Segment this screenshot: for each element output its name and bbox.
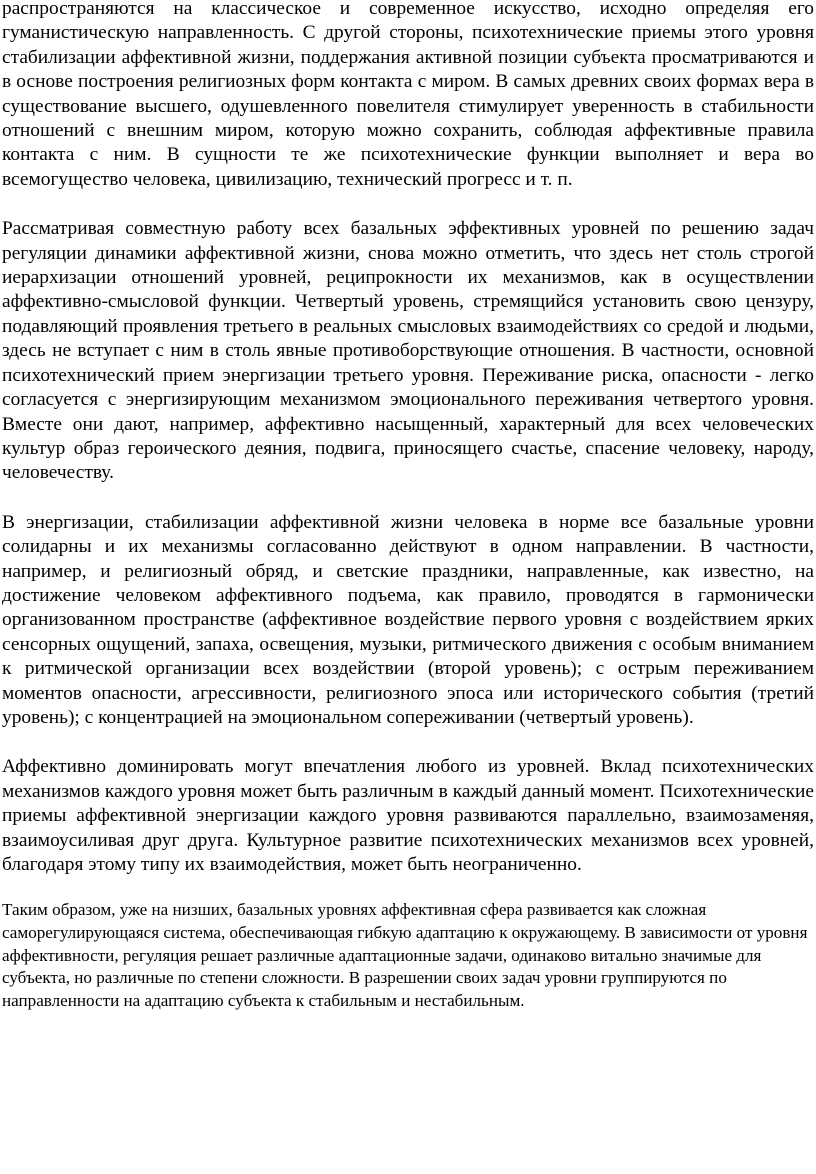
paragraph-4: Аффективно доминировать могут впечатления любого из уровней. Вклад психотехнических механизмов каждого уровня может быть различным в каждый данный момент. Психотехнические приемы аффективной энергизации каждого уровня развиваются параллельно, взаимозаменяя, взаимоусиливая друг друга. Культурное развитие психотехнических механизмов всех уровней, благодаря этому типу их взаимодействия, может быть неограниченно. [2,756,814,875]
paragraph-3: В энергизации, стабилизации аффективной жизни человека в норме все базальные уровни солидарны и их механизмы согласованно действуют в одном направлении. В частности, например, и религиозный обряд, и светские праздники, направленные, как известно, на достижение человеком аффективного подъема, как правило, проводятся в гармонически организованном пространстве (аффективное воздействие первого уровня с воздействием ярких сенсорных ощущений, запаха, освещения, музыки, ритмического движения с особым вниманием к ритмической организации всех воздействии (второй уровень); с острым переживанием моментов опасности, агрессивности, религиозного эпоса или исторического события (третий уровень); с концентрацией на эмоциональном сопереживании (четвертый уровень). [2,511,814,728]
paragraph-2: Рассматривая совместную работу всех базальных эффективных уровней по решению задач регуляции динамики аффективной жизни, снова можно отметить, что здесь нет столь строгой иерархизации отношений уровней, реципрокности их механизмов, как в осуществлении аффективно-смысловой функции. Четвертый уровень, стремящийся установить свою цензуру, подавляющий проявления третьего в реальных смысловых взаимодействиях со средой и людьми, здесь не вступает с ним в столь явные противоборствующие отношения. В частности, основной психотехнический прием энергизации третьего уровня. Переживание риска, опасности - легко согласуется с энергизирующим механизмом эмоционального переживания четвертого уровня. Вместе они дают, например, аффективно насыщенный, характерный для всех человеческих культур образ героического деяния, подвига, приносящего счастье, спасение человеку, народу, человечеству. [2,218,814,484]
paragraph-5: Таким образом, уже на низших, базальных уровнях аффективная сфера развивается как сложная саморегулирующаяся система, обеспечивающая гибкую адаптацию к окружающему. В зависимости от уровня аффективности, регуляция решает различные адаптационные задачи, одинаково витально значимые для субъекта, но различные по степени сложности. В разрешении своих задач уровни группируются по направленности на адаптацию субъекта к стабильным и нестабильным. [2,900,808,1010]
paragraph-1: распространяются на классическое и современное искусство, исходно определяя его гуманистическую направленность. С другой стороны, психотехнические приемы этого уровня стабилизации аффективной жизни, поддержания активной позиции субъекта просматриваются и в основе построения религиозных форм контакта с миром. В самых древних своих формах вера в существование высшего, одушевленного повелителя стимулирует уверенность в стабильности отношений с внешним миром, которую можно сохранить, соблюдая аффективные правила контакта с ним. В сущности те же психотехнические функции выполняет и вера во всемогущество человека, цивилизацию, технический прогресс и т. п. [2,0,814,190]
